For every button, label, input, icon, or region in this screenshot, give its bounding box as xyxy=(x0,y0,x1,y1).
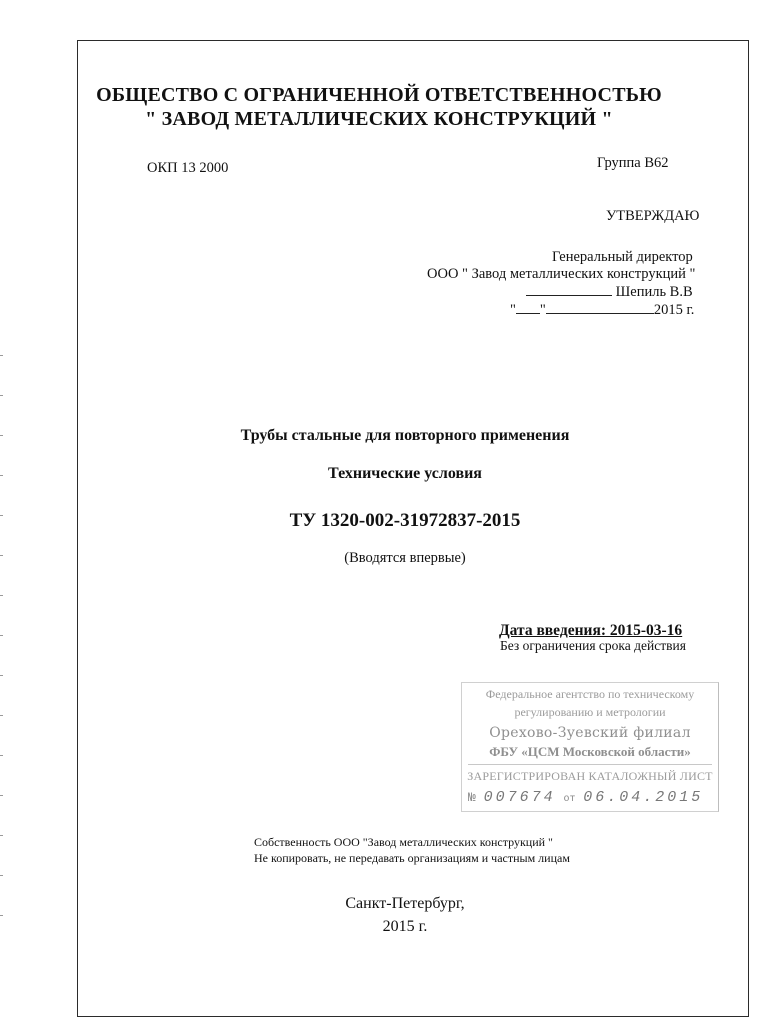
stamp-agency-line-2: регулированию и метрологии xyxy=(514,705,666,719)
document-code: ТУ 1320-002-31972837-2015 xyxy=(289,510,521,531)
stamp-divider xyxy=(468,764,712,765)
date-quote-close: " xyxy=(539,302,546,318)
day-blank xyxy=(516,301,540,314)
signature-blank xyxy=(526,283,612,296)
place-city: Санкт-Петербург, xyxy=(345,895,465,912)
approval-heading: УТВЕРЖДАЮ xyxy=(606,208,700,224)
introduction-date: Дата введения: 2015-03-16 xyxy=(499,622,683,639)
stamp-date-prefix: от xyxy=(563,794,576,805)
approval-year: 2015 г. xyxy=(653,302,695,318)
ownership-line-1: Собственность ООО "Завод металлических конструкций " xyxy=(254,835,553,849)
date-quote-open: " xyxy=(510,302,516,318)
ownership-line-2: Не копировать, не передавать организациям и частным лицам xyxy=(254,851,570,865)
stamp-registered: ЗАРЕГИСТРИРОВАН КАТАЛОЖНЫЙ ЛИСТ xyxy=(467,769,713,783)
stamp-branch: Орехово-Зуевский филиал xyxy=(489,725,691,741)
stamp-number-line xyxy=(468,789,718,806)
group-code: Группа В62 xyxy=(597,155,669,171)
document-note: (Вводятся впервые) xyxy=(344,550,466,566)
stamp-institution: ФБУ «ЦСМ Московской области» xyxy=(489,744,691,759)
registration-stamp xyxy=(461,682,719,812)
stamp-number: 007674 xyxy=(483,789,556,806)
approval-company: ООО " Завод металлических конструкций " xyxy=(427,266,696,282)
stamp-agency-line-1: Федеральное агентство по техническому xyxy=(485,687,695,701)
approval-position: Генеральный директор xyxy=(552,249,693,265)
organization-line-1: ОБЩЕСТВО С ОГРАНИЧЕННОЙ ОТВЕТСТВЕННОСТЬЮ xyxy=(96,84,662,106)
document-subtitle: Технические условия xyxy=(328,465,482,482)
approval-signature-line xyxy=(526,283,693,301)
approval-signatory: Шепиль В.В xyxy=(615,284,693,300)
place-year: 2015 г. xyxy=(382,918,428,935)
organization-line-2: " ЗАВОД МЕТАЛЛИЧЕСКИХ КОНСТРУКЦИЙ " xyxy=(145,108,613,130)
approval-date-line xyxy=(510,301,694,319)
document-title: Трубы стальные для повторного применения xyxy=(240,427,570,444)
stamp-date: 06.04.2015 xyxy=(583,789,704,806)
okp-code: ОКП 13 2000 xyxy=(147,160,229,176)
stamp-number-prefix: № xyxy=(468,790,476,805)
validity-note: Без ограничения срока действия xyxy=(500,638,686,653)
month-blank xyxy=(546,301,654,314)
